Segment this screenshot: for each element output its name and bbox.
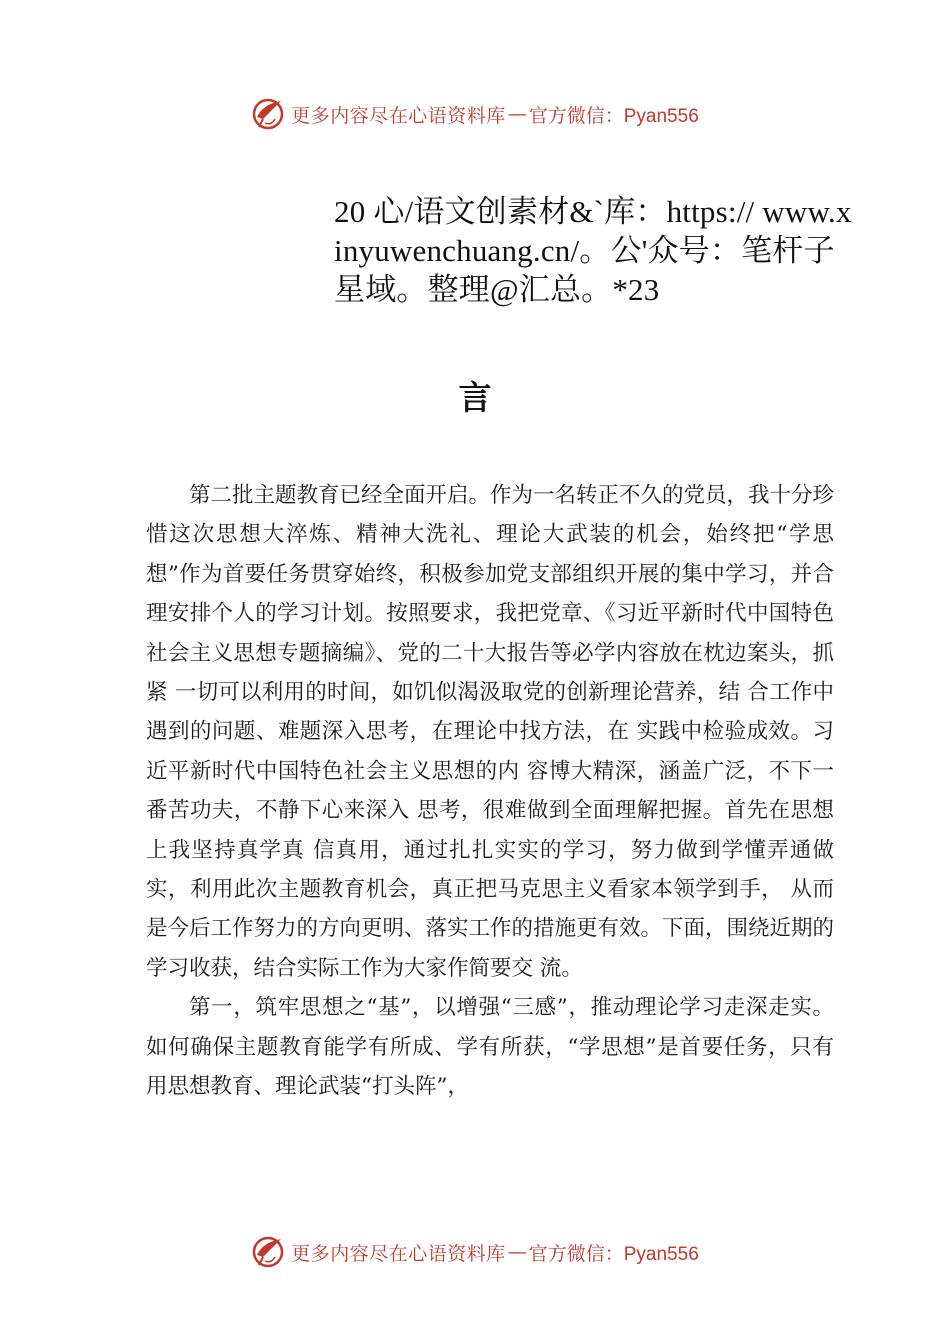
bottom-banner	[0, 1232, 950, 1272]
page-title: 言	[458, 378, 492, 417]
banner-separator: —	[507, 103, 527, 125]
banner-text: 更多内容尽在心语资料库	[291, 104, 506, 127]
banner-text: 更多内容尽在心语资料库	[291, 1242, 506, 1265]
header-watermark-text: 20 心/语文创素材&`库：https:// www.xinyuwenchuang.cn/。公'众号：笔杆子星域。整理@汇总。*23	[334, 194, 852, 307]
paragraph-2: 第一，筑牢思想之“基”，以增强“三感”，推动理论学习走深走实。如何确保主题教育能学有所成、学有所获，“学思想”是首要任务，只有用思想教育、理论武装“打头阵”，	[146, 995, 834, 1100]
paragraph-1: 第二批主题教育已经全面开启。作为一名转正不久的党员，我十分珍惜这次思想大淬炼、精神大洗礼、理论大武装的机会，始终把“学思想”作为首要任务贯穿始终，积极参加党支部组织开展的集中学习，并合理安排个人的学习计划。按照要求，我把党章、《习近平新时代中国特色社会主义思想专题摘编》、党的二十大报告等必学内容放在枕边案头，抓紧 一切可以利用的时间，如饥似渴汲取党的创新理论营养，结 合工作中遇到的问题、难题深入思考，在理论中找方法，在 实践中检验成效。习近平新时代中国特色社会主义思想的内 容博大精深，涵盖广泛，不下一番苦功夫，不静下心来深入 思考，很难做到全面理解把握。首先在思想上我坚持真学真 信真用，通过扎扎实实的学习，努力做到学懂弄通做实，利用此次主题教育机会，真正把马克思主义看家本领学到手， 从而是今后工作努力的方向更明、落实工作的措施更有效。下面，围绕近期的学习收获，结合实际工作为大家作简要交 流。	[146, 483, 835, 981]
top-banner	[0, 94, 950, 134]
quill-pen-logo-icon	[251, 1235, 285, 1269]
document-body	[146, 476, 834, 1107]
banner-separator: —	[507, 1241, 527, 1263]
quill-pen-logo-icon	[251, 97, 285, 131]
banner-contact: 官方微信：Pyan556	[528, 1243, 699, 1265]
banner-contact: 官方微信：Pyan556	[528, 105, 699, 127]
